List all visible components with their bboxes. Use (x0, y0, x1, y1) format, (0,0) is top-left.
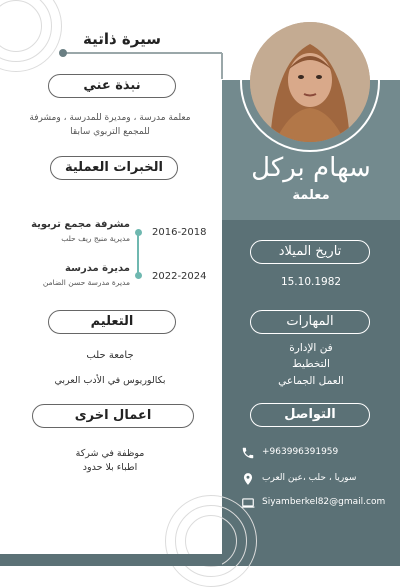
contact-address: سوريا ، حلب ،عين العرب (262, 473, 357, 483)
about-heading (48, 74, 176, 98)
experience-1-title: مشرفة مجمع تربوية (31, 219, 130, 230)
title-underline (64, 52, 222, 54)
location-icon (241, 472, 255, 486)
experience-1-years: 2016-2018 (152, 227, 207, 238)
page-title: سيرة ذاتية (83, 30, 161, 48)
birth-heading-label: تاريخ الميلاد (278, 244, 342, 259)
contact-heading (250, 403, 370, 427)
bottom-bar (0, 554, 222, 566)
email-icon (241, 496, 255, 510)
other-work-heading-label: اعمال اخرى (74, 408, 152, 423)
experience-2-years: 2022-2024 (152, 271, 207, 282)
title-connector (221, 53, 223, 79)
education-heading (48, 310, 176, 334)
about-heading-label: نبذة عني (83, 78, 141, 93)
experience-2-title: مديرة مدرسة (65, 263, 130, 274)
birth-date: 15.10.1982 (280, 276, 342, 288)
skill-item: التخطيط (292, 358, 330, 370)
contact-phone[interactable]: +963996391959 (262, 447, 339, 457)
about-line1: معلمة مدرسة ، ومديرة للمدرسة ، ومشرفة (29, 113, 191, 123)
experience-heading-label: الخبرات العملية (64, 160, 164, 175)
phone-icon (241, 446, 255, 460)
birth-heading (250, 240, 370, 264)
timeline-dot-1 (135, 229, 142, 236)
profile-photo (250, 22, 370, 142)
timeline-dot-2 (135, 272, 142, 279)
experience-1-place: مديرية منبج ريف حلب (61, 234, 130, 243)
experience-2-place: مديرة مدرسة حسن الضامن (42, 278, 130, 287)
about-line2: للمجمع التربوي سابقا (70, 127, 150, 137)
title-dot (59, 49, 67, 57)
other-work-heading (32, 404, 194, 428)
skill-item: العمل الجماعي (278, 375, 344, 387)
other-work-line2: اطباء بلا حدود (82, 462, 138, 473)
education-degree: بكالوريوس في الأدب العربي (54, 375, 166, 386)
contact-email[interactable]: Siyamberkel82@gmail.com (262, 497, 386, 507)
skill-item: فن الإدارة (289, 342, 333, 354)
education-university: جامعة حلب (86, 350, 134, 361)
experience-heading (50, 156, 178, 180)
person-photo-icon (250, 22, 370, 142)
profile-name: سهام بركل (251, 153, 371, 183)
education-heading-label: التعليم (90, 314, 134, 329)
skills-heading-label: المهارات (286, 314, 334, 329)
timeline-line (137, 232, 139, 277)
profile-job-title: معلمة (292, 188, 330, 203)
decorative-circles-top (0, 0, 60, 70)
other-work-line1: موظفة في شركة (75, 448, 145, 459)
skills-heading (250, 310, 370, 334)
contact-heading-label: التواصل (284, 407, 336, 422)
